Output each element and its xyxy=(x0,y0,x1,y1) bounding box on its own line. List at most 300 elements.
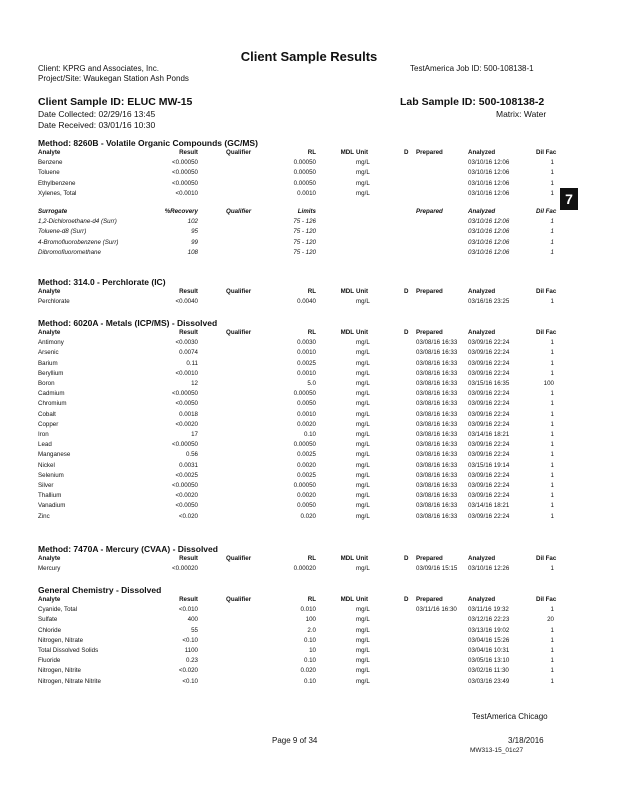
table-row-cell: Benzene xyxy=(38,159,63,167)
surrogate-header-row-cell: Analyzed xyxy=(468,208,496,215)
table-row-cell: 1 xyxy=(550,647,554,654)
table-row xyxy=(38,667,558,677)
table-row xyxy=(38,411,558,421)
table-row xyxy=(38,502,558,512)
table-row xyxy=(38,565,558,575)
table-row-cell: 1 xyxy=(550,169,554,177)
table-header-row-cell: Analyzed xyxy=(468,288,496,295)
table-row-cell: mg/L xyxy=(356,471,370,479)
table-row-cell: Thallium xyxy=(38,492,62,500)
table-row-cell: 1 xyxy=(550,349,554,357)
table-row-cell: 1 xyxy=(550,179,554,187)
surrogate-row-cell: 95 xyxy=(191,228,198,236)
table-row-cell: Perchlorate xyxy=(38,298,70,306)
table-row-cell: 03/08/16 16:33 xyxy=(416,492,458,500)
table-row-cell: 03/08/16 16:33 xyxy=(416,380,458,387)
table-row-cell: 03/08/16 16:33 xyxy=(416,471,458,479)
lab-sample-id: Lab Sample ID: 500-108138-2 xyxy=(400,96,545,108)
table-row-cell: 03/09/16 22:24 xyxy=(468,410,510,418)
table-row-cell: Antimony xyxy=(38,339,64,347)
table-row-cell: mg/L xyxy=(356,400,370,408)
table-header-row-cell: Unit xyxy=(356,596,369,603)
table-row-cell: mg/L xyxy=(356,565,370,573)
date-received: Date Received: 03/01/16 10:30 xyxy=(38,120,156,130)
table-header-row-cell: Unit xyxy=(356,288,369,295)
table-row-cell: 0.0018 xyxy=(179,410,198,418)
table-row-cell: mg/L xyxy=(356,512,370,520)
table-row-cell: Ethylbenzene xyxy=(38,179,76,187)
table-row-cell: 03/10/16 12:06 xyxy=(468,169,510,177)
table-row-cell: <0.0025 xyxy=(175,471,198,479)
surrogate-row-cell: 1,2-Dichloroethane-d4 (Surr) xyxy=(38,218,117,226)
table-row-cell: 0.00050 xyxy=(293,179,316,187)
table-row-cell: 1 xyxy=(550,420,554,428)
table-row-cell: 0.00050 xyxy=(293,390,316,398)
table-row-cell: 0.0010 xyxy=(297,369,316,377)
page-title: Client Sample Results xyxy=(240,49,378,64)
table-row-cell: Iron xyxy=(38,431,49,438)
table-header-row-cell: Analyte xyxy=(38,555,61,562)
surrogate-row-cell: 99 xyxy=(191,238,198,246)
table-header-row-cell: Qualifier xyxy=(226,596,252,603)
table-row-cell: 03/09/16 22:24 xyxy=(468,471,510,479)
table-header-row-cell: Prepared xyxy=(416,596,443,603)
table-header-row-cell: Qualifier xyxy=(226,555,252,562)
table-header-row-cell: Prepared xyxy=(416,149,443,156)
table-header-row-cell: Dil Fac xyxy=(536,555,557,562)
table-row-cell: mg/L xyxy=(356,482,370,489)
table-header-row-cell: Unit xyxy=(356,555,369,562)
table-row-cell: <0.0050 xyxy=(175,400,198,408)
table-row-cell: mg/L xyxy=(356,410,370,418)
client-sample-id: Client Sample ID: ELUC MW-15 xyxy=(38,96,193,108)
table-row xyxy=(38,421,558,431)
table-row-cell: 1 xyxy=(550,565,554,573)
surrogate-row-cell: 75 - 120 xyxy=(293,238,316,246)
table-header-row-cell: Result xyxy=(179,596,198,603)
table-row-cell: <0.020 xyxy=(178,512,198,520)
table-row-cell: 03/09/16 22:24 xyxy=(468,420,510,428)
table-row-cell: mg/L xyxy=(356,657,370,665)
table-row-cell: 0.00050 xyxy=(293,482,316,489)
table-row-cell: Boron xyxy=(38,380,55,387)
table-header-row-cell: Analyzed xyxy=(468,555,496,562)
table-row-cell: 03/09/16 22:24 xyxy=(468,441,510,449)
table-header-row xyxy=(38,329,558,339)
table-row-cell: 03/09/16 22:24 xyxy=(468,512,510,520)
table-row-cell: 03/09/16 22:24 xyxy=(468,451,510,459)
table-row-cell: 1 xyxy=(550,359,554,367)
table-row-cell: 1 xyxy=(550,189,554,197)
table-row-cell: 0.00050 xyxy=(293,441,316,449)
table-row-cell: 5.0 xyxy=(307,380,316,387)
table-row-cell: 03/14/16 18:21 xyxy=(468,502,510,510)
table-row-cell: mg/L xyxy=(356,461,370,469)
table-row-cell: 03/11/16 19:32 xyxy=(468,606,509,614)
table-row-cell: 0.00050 xyxy=(293,169,316,177)
table-row-cell: 1 xyxy=(550,390,554,398)
table-row-cell: 0.0010 xyxy=(297,189,316,197)
table-row-cell: 03/08/16 16:33 xyxy=(416,339,458,347)
table-row-cell: <0.0020 xyxy=(175,420,198,428)
footer-date: 3/18/2016 xyxy=(508,736,544,745)
table-row-cell: mg/L xyxy=(356,380,370,387)
surrogate-row-cell: 1 xyxy=(550,228,554,236)
table-row-cell: mg/L xyxy=(356,451,370,459)
table-row xyxy=(38,298,558,308)
footer-lab: TestAmerica Chicago xyxy=(472,712,548,721)
table-header-row-cell: Result xyxy=(179,329,198,336)
table-header-row xyxy=(38,149,558,159)
table-row xyxy=(38,513,558,523)
table-row-cell: <0.10 xyxy=(182,677,198,685)
table-row xyxy=(38,451,558,461)
footer-page: Page 9 of 34 xyxy=(272,736,318,745)
table-row-cell: 0.0020 xyxy=(297,420,316,428)
table-row-cell: Selenium xyxy=(38,471,64,479)
table-row-cell: 03/09/16 22:24 xyxy=(468,369,510,377)
table-row-cell: 17 xyxy=(191,431,198,438)
table-row-cell: 03/08/16 16:33 xyxy=(416,359,458,367)
table-row-cell: mg/L xyxy=(356,492,370,500)
surrogate-row-cell: 03/10/16 12:06 xyxy=(468,218,510,226)
table-row-cell: mg/L xyxy=(356,169,370,177)
table-row-cell: 0.0030 xyxy=(297,339,316,347)
method-heading: General Chemistry - Dissolved xyxy=(38,585,162,595)
table-row-cell: 0.23 xyxy=(185,657,198,665)
table-row xyxy=(38,637,558,647)
table-row xyxy=(38,627,558,637)
surrogate-header-row-cell: Dil Fac xyxy=(536,208,557,215)
table-row-cell: 03/04/16 15:26 xyxy=(468,636,510,644)
surrogate-row-cell: Dibromofluoromethane xyxy=(38,248,101,256)
table-row-cell: Nitrogen, Nitrate xyxy=(38,636,84,644)
table-row-cell: <0.0010 xyxy=(175,369,198,377)
table-row-cell: mg/L xyxy=(356,159,370,167)
table-row-cell: 03/09/16 22:24 xyxy=(468,359,510,367)
table-row-cell: 0.0010 xyxy=(297,349,316,357)
table-row-cell: 0.10 xyxy=(303,636,316,644)
project-site: Project/Site: Waukegan Station Ash Ponds xyxy=(38,74,189,83)
table-row-cell: <0.00050 xyxy=(172,441,198,449)
table-header-row xyxy=(38,288,558,298)
method-heading: Method: 314.0 - Perchlorate (IC) xyxy=(38,277,166,287)
table-row xyxy=(38,678,558,688)
surrogate-header-row xyxy=(38,208,558,218)
table-row-cell: 03/04/16 10:31 xyxy=(468,647,510,654)
table-row-cell: 03/08/16 16:33 xyxy=(416,420,458,428)
surrogate-row-cell: 1 xyxy=(550,248,554,256)
table-row-cell: 0.0040 xyxy=(297,298,316,306)
table-row-cell: Vanadium xyxy=(38,502,66,510)
table-row-cell: <0.0020 xyxy=(175,492,198,500)
table-row-cell: 0.10 xyxy=(303,657,316,665)
table-row-cell: <0.0010 xyxy=(175,189,198,197)
table-row-cell: 03/08/16 16:33 xyxy=(416,390,458,398)
table-row xyxy=(38,190,558,200)
table-header-row-cell: Dil Fac xyxy=(536,329,557,336)
table-row-cell: 03/08/16 16:33 xyxy=(416,512,458,520)
table-header-row-cell: D xyxy=(404,596,409,603)
table-row xyxy=(38,169,558,179)
table-row-cell: Cyanide, Total xyxy=(38,606,78,614)
table-row-cell: 1 xyxy=(550,512,554,520)
table-row-cell: 0.11 xyxy=(186,359,198,367)
table-header-row-cell: Result xyxy=(179,149,198,156)
table-row-cell: 03/02/16 11:30 xyxy=(468,667,509,675)
table-header-row-cell: Analyzed xyxy=(468,329,496,336)
table-row xyxy=(38,606,558,616)
table-row-cell: 1 xyxy=(550,441,554,449)
table-header-row-cell: Unit xyxy=(356,329,369,336)
table-row-cell: Chromium xyxy=(38,400,67,408)
table-row-cell: 1100 xyxy=(184,647,198,654)
table-row xyxy=(38,647,558,657)
table-row-cell: <0.00050 xyxy=(172,482,198,489)
table-row-cell: <0.010 xyxy=(178,606,198,614)
table-row-cell: 03/14/16 18:21 xyxy=(468,431,510,438)
table-row-cell: 0.020 xyxy=(300,512,316,520)
table-row-cell: 1 xyxy=(550,492,554,500)
table-row-cell: 03/13/16 19:02 xyxy=(468,626,510,634)
table-row xyxy=(38,390,558,400)
table-row-cell: 2.0 xyxy=(307,626,316,634)
surrogate-row-cell: 03/10/16 12:06 xyxy=(468,248,510,256)
table-row-cell: 03/08/16 16:33 xyxy=(416,349,458,357)
surrogate-row-cell: 75 - 120 xyxy=(293,248,316,256)
table-row-cell: 1 xyxy=(550,431,554,438)
table-row-cell: Chloride xyxy=(38,626,62,634)
surrogate-row-cell: Toluene-d8 (Surr) xyxy=(38,228,87,236)
table-row-cell: Mercury xyxy=(38,565,61,573)
surrogate-row xyxy=(38,228,558,238)
table-row-cell: 03/09/16 22:24 xyxy=(468,339,510,347)
method-heading: Method: 6020A - Metals (ICP/MS) - Dissolved xyxy=(38,318,218,328)
table-row-cell: 03/09/16 15:15 xyxy=(416,565,458,573)
table-row-cell: Silver xyxy=(38,482,54,489)
table-row-cell: Copper xyxy=(38,420,59,428)
table-row-cell: Arsenic xyxy=(38,349,59,357)
table-row-cell: mg/L xyxy=(356,349,370,357)
table-header-row-cell: Dil Fac xyxy=(536,288,557,295)
table-row-cell: mg/L xyxy=(356,502,370,510)
table-row-cell: mg/L xyxy=(356,677,370,685)
table-row xyxy=(38,159,558,169)
table-header-row-cell: MDL xyxy=(340,329,354,336)
table-header-row-cell: RL xyxy=(307,596,316,603)
table-row xyxy=(38,180,558,190)
table-row xyxy=(38,400,558,410)
table-row-cell: 03/10/16 12:06 xyxy=(468,179,510,187)
surrogate-header-row-cell: %Recovery xyxy=(164,208,198,215)
footer-code: MW313-15_01c27 xyxy=(470,747,524,754)
method-heading: Method: 7470A - Mercury (CVAA) - Dissolved xyxy=(38,544,218,554)
table-row-cell: 03/16/16 23:25 xyxy=(468,298,510,306)
table-row-cell: <0.10 xyxy=(182,636,198,644)
table-row-cell: 1 xyxy=(550,667,554,675)
method-heading: Method: 8260B - Volatile Organic Compounds (GC/MS) xyxy=(38,138,258,148)
table-header-row xyxy=(38,555,558,565)
table-row-cell: 03/08/16 16:33 xyxy=(416,482,458,489)
table-row-cell: 03/08/16 16:33 xyxy=(416,431,458,438)
table-row-cell: mg/L xyxy=(356,667,370,675)
table-row-cell: 0.0050 xyxy=(297,502,316,510)
table-row-cell: Nitrogen, Nitrite xyxy=(38,667,81,675)
table-row-cell: Lead xyxy=(38,441,52,449)
table-row-cell: mg/L xyxy=(356,616,370,624)
table-row xyxy=(38,492,558,502)
table-row-cell: 03/12/16 22:23 xyxy=(468,616,510,624)
table-header-row-cell: Qualifier xyxy=(226,149,252,156)
table-row xyxy=(38,380,558,390)
table-row-cell: mg/L xyxy=(356,431,370,438)
table-header-row-cell: Analyte xyxy=(38,149,61,156)
table-header-row-cell: RL xyxy=(307,149,316,156)
table-row-cell: mg/L xyxy=(356,390,370,398)
table-row-cell: 55 xyxy=(191,626,198,634)
table-row-cell: 03/05/16 13:10 xyxy=(468,657,510,665)
table-header-row-cell: RL xyxy=(307,329,316,336)
table-row-cell: 03/09/16 22:24 xyxy=(468,390,510,398)
table-row-cell: Xylenes, Total xyxy=(38,189,77,197)
table-row-cell: Zinc xyxy=(38,512,50,520)
table-header-row-cell: Qualifier xyxy=(226,288,252,295)
table-row xyxy=(38,360,558,370)
table-row xyxy=(38,657,558,667)
table-row-cell: 20 xyxy=(547,616,554,624)
table-row-cell: 0.10 xyxy=(303,677,316,685)
table-row-cell: 1 xyxy=(550,626,554,634)
table-header-row-cell: RL xyxy=(307,555,316,562)
table-header-row-cell: D xyxy=(404,555,409,562)
table-header-row-cell: Dil Fac xyxy=(536,149,557,156)
table-row-cell: 03/15/16 19:14 xyxy=(468,461,510,469)
table-row-cell: 100 xyxy=(543,380,554,387)
table-row xyxy=(38,616,558,626)
table-row-cell: 0.0010 xyxy=(297,410,316,418)
table-row-cell: 1 xyxy=(550,159,554,167)
table-row-cell: 1 xyxy=(550,400,554,408)
table-row-cell: 03/11/16 16:30 xyxy=(416,606,457,614)
surrogate-row-cell: 03/10/16 12:06 xyxy=(468,228,510,236)
surrogate-row-cell: 1 xyxy=(550,238,554,246)
table-row-cell: 0.0025 xyxy=(297,471,316,479)
table-row-cell: 0.0050 xyxy=(297,400,316,408)
table-row xyxy=(38,462,558,472)
table-header-row-cell: Analyzed xyxy=(468,149,496,156)
table-header-row-cell: Analyte xyxy=(38,288,61,295)
table-row-cell: Manganese xyxy=(38,451,71,459)
table-row-cell: mg/L xyxy=(356,647,370,654)
table-row-cell: 0.0031 xyxy=(179,461,198,469)
table-row-cell: 03/09/16 22:24 xyxy=(468,482,510,489)
table-row-cell: Nitrogen, Nitrate Nitrite xyxy=(38,677,101,685)
table-header-row-cell: Prepared xyxy=(416,288,443,295)
table-row-cell: 03/08/16 16:33 xyxy=(416,461,458,469)
table-row-cell: 1 xyxy=(550,471,554,479)
table-row-cell: Nickel xyxy=(38,461,55,469)
table-header-row-cell: Result xyxy=(179,288,198,295)
table-row-cell: <0.0030 xyxy=(175,339,198,347)
table-header-row-cell: Qualifier xyxy=(226,329,252,336)
table-header-row-cell: MDL xyxy=(340,596,354,603)
surrogate-row-cell: 108 xyxy=(187,248,198,256)
table-row-cell: 1 xyxy=(550,482,554,489)
surrogate-row-cell: 75 - 126 xyxy=(293,218,316,226)
table-row-cell: 03/08/16 16:33 xyxy=(416,451,458,459)
table-row-cell: 1 xyxy=(550,410,554,418)
table-header-row-cell: Unit xyxy=(356,149,369,156)
surrogate-row-cell: 102 xyxy=(187,218,198,226)
table-header-row-cell: MDL xyxy=(340,149,354,156)
table-header-row-cell: MDL xyxy=(340,288,354,295)
table-row-cell: <0.0040 xyxy=(175,298,198,306)
table-row-cell: 0.10 xyxy=(303,431,316,438)
surrogate-row xyxy=(38,249,558,259)
table-row-cell: mg/L xyxy=(356,420,370,428)
table-row-cell: 03/08/16 16:33 xyxy=(416,369,458,377)
surrogate-row-cell: 4-Bromofluorobenzene (Surr) xyxy=(38,238,119,246)
table-row-cell: 12 xyxy=(191,380,198,387)
table-row-cell: 1 xyxy=(550,451,554,459)
table-row-cell: mg/L xyxy=(356,606,370,614)
table-row-cell: <0.00050 xyxy=(172,169,198,177)
table-header-row-cell: D xyxy=(404,149,409,156)
table-header-row-cell: Dil Fac xyxy=(536,596,557,603)
table-row-cell: <0.0050 xyxy=(175,502,198,510)
table-row-cell: 400 xyxy=(187,616,198,624)
table-row-cell: 1 xyxy=(550,298,554,306)
table-header-row-cell: Analyzed xyxy=(468,596,496,603)
table-row-cell: 03/09/16 22:24 xyxy=(468,492,510,500)
table-row-cell: 03/15/16 16:35 xyxy=(468,380,510,387)
table-row xyxy=(38,431,558,441)
table-row-cell: Cadmium xyxy=(38,390,65,398)
table-row-cell: 0.0020 xyxy=(297,492,316,500)
table-row-cell: 03/08/16 16:33 xyxy=(416,410,458,418)
table-row-cell: mg/L xyxy=(356,626,370,634)
table-row-cell: Cobalt xyxy=(38,410,56,418)
table-row-cell: 1 xyxy=(550,606,554,614)
table-row-cell: <0.00050 xyxy=(172,159,198,167)
table-header-row-cell: D xyxy=(404,288,409,295)
table-row-cell: 10 xyxy=(309,647,316,654)
surrogate-row xyxy=(38,218,558,228)
table-row-cell: 1 xyxy=(550,502,554,510)
table-header-row-cell: Analyte xyxy=(38,596,61,603)
table-row-cell: 0.0025 xyxy=(297,359,316,367)
table-row-cell: 0.00050 xyxy=(293,159,316,167)
table-row-cell: Barium xyxy=(38,359,58,367)
table-row-cell: 1 xyxy=(550,369,554,377)
table-row-cell: 0.020 xyxy=(300,667,316,675)
table-row-cell: <0.020 xyxy=(178,667,198,675)
table-header-row-cell: D xyxy=(404,329,409,336)
table-header-row-cell: Prepared xyxy=(416,555,443,562)
table-header-row-cell: RL xyxy=(307,288,316,295)
table-row-cell: 03/10/16 12:06 xyxy=(468,189,510,197)
table-row-cell: <0.00020 xyxy=(172,565,198,573)
table-row-cell: 03/08/16 16:33 xyxy=(416,400,458,408)
table-row-cell: 03/09/16 22:24 xyxy=(468,349,510,357)
table-row-cell: <0.00050 xyxy=(172,390,198,398)
table-row-cell: mg/L xyxy=(356,179,370,187)
table-row-cell: 0.0025 xyxy=(297,451,316,459)
table-row-cell: 1 xyxy=(550,461,554,469)
table-header-row-cell: Analyte xyxy=(38,329,61,336)
table-row-cell: 03/03/16 23:49 xyxy=(468,677,510,685)
section-tab: 7 xyxy=(560,188,578,210)
